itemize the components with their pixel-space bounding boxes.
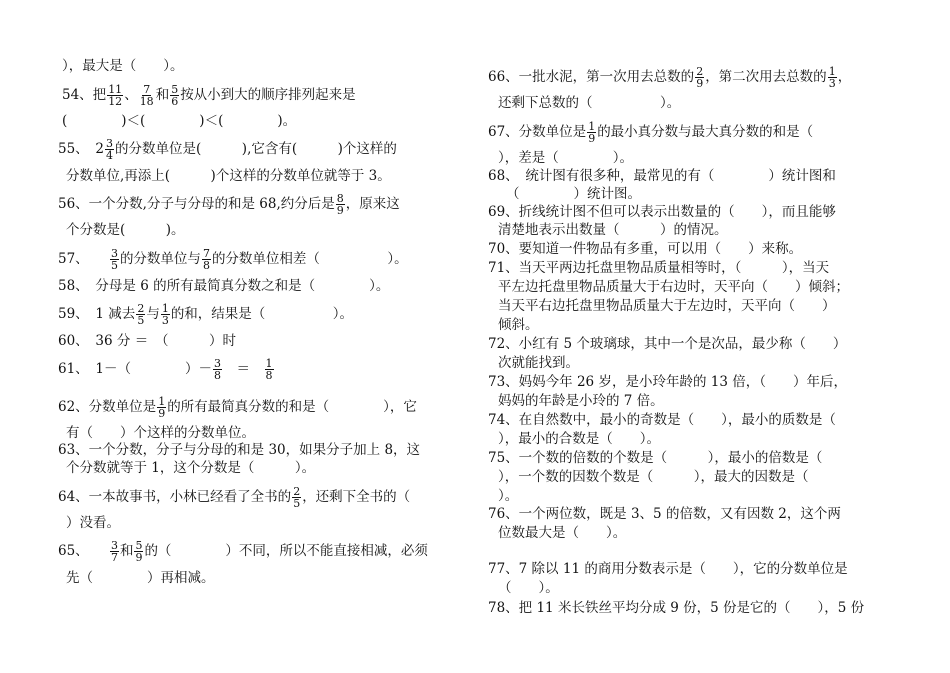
question-66	[488, 66, 851, 89]
text: 74、在自然数中，最小的奇数是（ ），最小的质数是（	[488, 412, 836, 428]
text: 78、把 11 米长铁丝平均分成 9 份，5 份是它的（ ），5 份	[488, 600, 865, 616]
question-64-cont	[66, 515, 120, 531]
text: 63、一个分数，分子与分母的和是 30，如果分子加上 8，这	[58, 442, 421, 458]
text: ( )＜( )＜( )。	[62, 113, 297, 129]
question-55-cont	[66, 168, 391, 184]
question-70	[488, 241, 802, 257]
fraction	[202, 248, 211, 271]
text: ，第二次用去总数的	[705, 69, 827, 85]
numerator: 3	[110, 539, 118, 552]
text: 和	[155, 87, 170, 103]
numerator: 1	[265, 357, 273, 370]
question-78	[488, 600, 864, 616]
text: 58、 分母是 6 的所有最简真分数之和是（ ）。	[58, 278, 390, 294]
question-71-cont1	[498, 279, 849, 295]
fraction	[265, 358, 274, 381]
denominator: 4	[106, 149, 114, 162]
question-71	[488, 260, 829, 276]
text: ），差是（ ）。	[498, 150, 633, 166]
question-75-cont2	[498, 488, 518, 504]
fraction	[136, 303, 145, 326]
question-65-cont	[66, 570, 215, 586]
denominator: 3	[828, 77, 836, 90]
question-62-cont	[66, 425, 255, 441]
fraction	[157, 396, 166, 419]
text: ）没看。	[66, 515, 120, 531]
denominator: 5	[137, 314, 145, 327]
text: 65、	[58, 543, 82, 559]
question-66-cont	[498, 95, 680, 111]
text: 的（ ）不同，所以不能直接相减，必须	[144, 543, 428, 559]
text: ），最大是（ ）。	[62, 58, 184, 74]
question-60	[58, 333, 236, 349]
numerator: 1	[828, 65, 836, 78]
text: 位数最大是（ ）。	[498, 525, 627, 541]
numerator: 11	[108, 83, 123, 96]
question-72-cont	[498, 355, 579, 371]
text: 77、7 除以 11 的商用分数表示是（ ），它的分数单位是	[488, 561, 848, 577]
question-67-cont	[498, 150, 633, 166]
numerator: 1	[161, 302, 169, 315]
question-74-cont	[498, 431, 660, 447]
text: 、	[124, 87, 138, 103]
numerator: 8	[336, 192, 344, 205]
text: 57、	[58, 251, 82, 267]
numerator: 3	[106, 137, 114, 150]
question-75-cont1	[498, 469, 809, 485]
question-54-answer	[62, 113, 296, 129]
question-69	[488, 204, 836, 220]
text: 76、一个两位数，既是 3、5 的倍数，又有因数 2，这个两	[488, 506, 841, 522]
text: 69、折线统计图不但可以表示出数量的（ ），而且能够	[488, 204, 836, 220]
text: （ ）。	[498, 580, 559, 596]
question-71-cont2	[498, 298, 836, 314]
denominator: 6	[171, 95, 179, 108]
numerator: 3	[110, 247, 118, 260]
question-56-cont	[66, 222, 185, 238]
question-64	[58, 486, 410, 509]
text: 有（ ）个这样的分数单位。	[66, 425, 255, 441]
fraction	[828, 66, 837, 89]
text: 先（ ）再相减。	[66, 570, 215, 586]
text: 与	[146, 306, 160, 322]
fraction	[107, 84, 123, 107]
numerator: 1	[158, 395, 166, 408]
denominator: 8	[202, 259, 210, 272]
question-68	[488, 168, 836, 184]
question-76-cont	[498, 525, 626, 541]
numerator: 7	[143, 83, 151, 96]
text: 55、 2	[58, 141, 105, 157]
text: 平左边托盘里物品质量大于右边时，天平向（ ）倾斜；	[498, 279, 849, 295]
question-72	[488, 336, 846, 352]
text: 清楚地表示出数量（ ）的情况。	[498, 222, 728, 238]
question-77-cont	[498, 580, 559, 596]
denominator: 5	[293, 497, 301, 510]
text: （ ）统计图。	[506, 186, 641, 202]
fraction	[110, 540, 119, 563]
text: 的最小真分数与最大真分数的和是（	[597, 124, 814, 140]
text: 70、要知道一件物品有多重，可以用（ ）来称。	[488, 241, 803, 257]
fraction	[110, 248, 119, 271]
question-61	[58, 358, 275, 381]
text: 的所有最简真分数的和是（ ），它	[167, 399, 417, 415]
question-76	[488, 506, 841, 522]
text: 68、 统计图有很多种，最常见的有（ ）统计图和	[488, 168, 836, 184]
text: 67、分数单位是	[488, 124, 587, 140]
fraction	[161, 303, 170, 326]
denominator: 9	[588, 132, 596, 145]
question-58	[58, 278, 389, 294]
text: 75、一个数的倍数的个数是（ ），最小的倍数是（	[488, 450, 823, 466]
text: 的分数单位与	[119, 251, 201, 267]
denominator: 5	[110, 259, 118, 272]
question-75	[488, 450, 822, 466]
fraction	[587, 121, 596, 144]
text: 和	[119, 543, 134, 559]
text: 64、一本故事书，小林已经看了全书的	[58, 489, 292, 505]
question-77	[488, 561, 848, 577]
denominator: 9	[158, 407, 166, 420]
text: 62、分数单位是	[58, 399, 157, 415]
text: ，原来这	[345, 196, 400, 212]
text: 72、小红有 5 个玻璃球，其中一个是次品，最少称（ ）	[488, 336, 847, 352]
numerator: 2	[696, 65, 704, 78]
fraction	[695, 66, 704, 89]
numerator: 5	[135, 539, 143, 552]
text: 的分数单位是( ),它含有( )个这样的	[115, 141, 397, 157]
denominator: 18	[139, 95, 154, 108]
text: ），最小的合数是（ ）。	[498, 431, 660, 447]
fraction	[213, 358, 222, 381]
denominator: 12	[108, 95, 123, 108]
text: 按从小到大的顺序排列起来是	[180, 87, 356, 103]
numerator: 2	[137, 302, 145, 315]
fraction	[170, 84, 179, 107]
text: 73、妈妈今年 26 岁，是小玲年龄的 13 倍，（ ）年后，	[488, 374, 847, 390]
denominator: 9	[336, 204, 344, 217]
denominator: 8	[214, 369, 222, 382]
numerator: 3	[214, 357, 222, 370]
fraction	[139, 84, 155, 107]
text: 的和，结果是（ ）。	[170, 306, 354, 322]
text: 妈妈的年龄是小玲的 7 倍。	[498, 393, 664, 409]
fraction	[292, 486, 301, 509]
question-67	[488, 121, 813, 144]
numerator: 7	[202, 247, 210, 260]
question-73	[488, 374, 847, 390]
denominator: 9	[696, 77, 704, 90]
question-57	[58, 248, 408, 271]
denominator: 3	[161, 314, 169, 327]
question-63-cont	[66, 460, 315, 476]
text: 个分数是( )。	[66, 222, 185, 238]
text: 56、一个分数,分子与分母的和是 68,约分后是	[58, 196, 335, 212]
question-71-cont3	[498, 317, 539, 333]
line-53-end	[62, 58, 184, 74]
text: 66、一批水泥，第一次用去总数的	[488, 69, 695, 85]
question-73-cont	[498, 393, 664, 409]
text: 61、 1－（ ）－	[58, 361, 213, 377]
text: ，	[837, 69, 852, 85]
question-62	[58, 396, 417, 419]
denominator: 7	[110, 551, 118, 564]
text: ＝	[236, 361, 251, 377]
numerator: 2	[293, 485, 301, 498]
text: 54、把	[62, 87, 107, 103]
question-56	[58, 193, 400, 216]
text: 还剩下总数的（ ）。	[498, 95, 681, 111]
text: 71、当天平两边托盘里物品质量相等时，（ ），当天	[488, 260, 830, 276]
text: 的分数单位相差（ ）。	[211, 251, 408, 267]
question-74	[488, 412, 836, 428]
text: 次就能找到。	[498, 355, 579, 371]
text: ）。	[498, 488, 519, 504]
question-68-cont	[506, 186, 641, 202]
fraction	[336, 193, 345, 216]
denominator: 8	[265, 369, 273, 382]
text: ，还剩下全书的（	[302, 489, 411, 505]
question-55	[58, 138, 397, 161]
text: 59、 1 减去	[58, 306, 136, 322]
denominator: 9	[135, 551, 143, 564]
question-65	[58, 540, 428, 563]
text: 倾斜。	[498, 317, 539, 333]
question-54	[62, 84, 356, 107]
numerator: 1	[588, 120, 596, 133]
numerator: 5	[171, 83, 179, 96]
fraction	[134, 540, 143, 563]
question-59	[58, 303, 353, 326]
text: ），一个数的因数个数是（ ），最大的因数是（	[498, 469, 809, 485]
question-63	[58, 442, 420, 458]
text: 60、 36 分 ＝ （ ）时	[58, 333, 236, 349]
text: 分数单位,再添上( )个这样的分数单位就等于 3。	[66, 168, 391, 184]
question-69-cont	[498, 222, 728, 238]
text: 个分数就等于 1，这个分数是（ ）。	[66, 460, 316, 476]
text: 当天平右边托盘里物品质量大于左边时，天平向（ ）	[498, 298, 836, 314]
fraction	[105, 138, 114, 161]
